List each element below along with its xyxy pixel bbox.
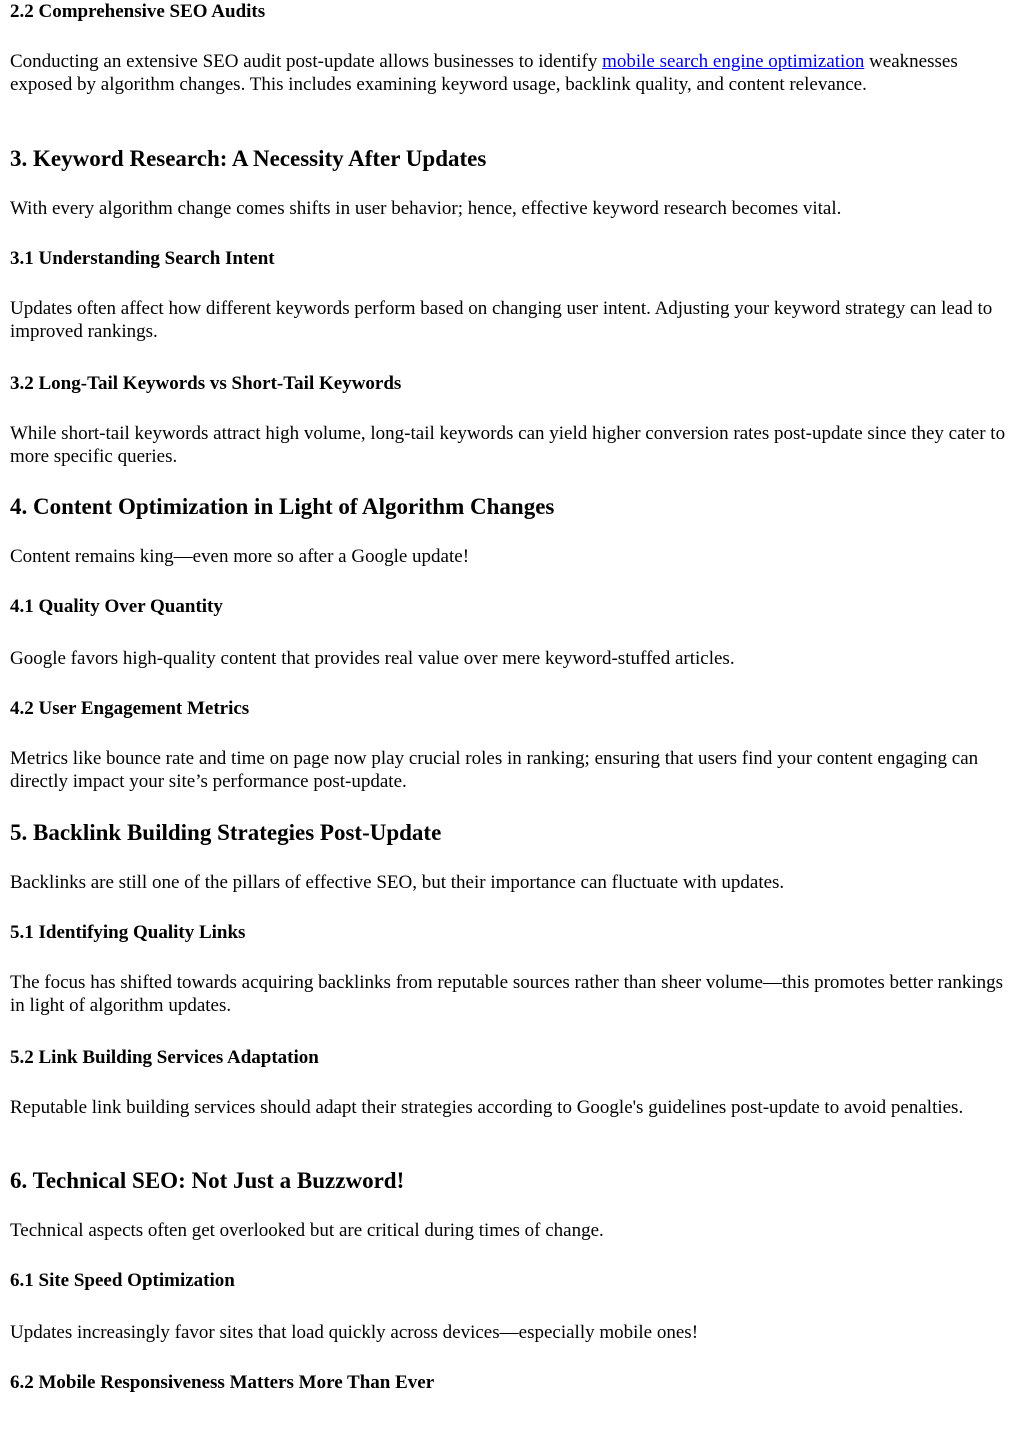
paragraph-5-2: Reputable link building services should adapt their strategies according to Google's guidelines post-update to avoid penalties. [10, 1097, 964, 1118]
paragraph-4-1: Google favors high-quality content that provides real value over mere keyword-stuffed articles. [10, 648, 735, 669]
heading-5-1-quality-links: 5.1 Identifying Quality Links [10, 922, 246, 943]
heading-6-1-site-speed: 6.1 Site Speed Optimization [10, 1270, 235, 1291]
heading-4-content-optimization: 4. Content Optimization in Light of Algorithm Changes [10, 494, 555, 519]
heading-4-1-quality-over-quantity: 4.1 Quality Over Quantity [10, 596, 223, 617]
heading-4-2-user-engagement: 4.2 User Engagement Metrics [10, 698, 250, 719]
paragraph-2-2 [10, 50, 1016, 96]
paragraph-2-2-text-after: weaknesses exposed by algorithm changes. This includes examining keyword usage, backlink quality, and content relevance. [10, 51, 958, 95]
paragraph-4: Content remains king—even more so after a Google update! [10, 546, 470, 567]
heading-5-2-link-building-services: 5.2 Link Building Services Adaptation [10, 1047, 319, 1068]
paragraph-6-1: Updates increasingly favor sites that load quickly across devices—especially mobile ones! [10, 1322, 699, 1343]
paragraph-6: Technical aspects often get overlooked but are critical during times of change. [10, 1220, 604, 1241]
paragraph-4-2: Metrics like bounce rate and time on page now play crucial roles in ranking; ensuring that users find your content engaging can directly impact your site’s performance post-update. [10, 748, 979, 792]
paragraph-5-1: The focus has shifted towards acquiring backlinks from reputable sources rather than sheer volume—this promotes better rankings in light of algorithm updates. [10, 972, 1003, 1016]
paragraph-2-2-text-before: Conducting an extensive SEO audit post-update allows businesses to identify [10, 51, 603, 72]
heading-2-2-comprehensive-seo-audits: 2.2 Comprehensive SEO Audits [10, 1, 266, 22]
heading-3-2-long-tail-keywords: 3.2 Long-Tail Keywords vs Short-Tail Keywords [10, 373, 402, 394]
paragraph-3-2: While short-tail keywords attract high volume, long-tail keywords can yield higher conversion rates post-update since they cater to more specific queries. [10, 423, 1006, 467]
heading-5-backlink-building: 5. Backlink Building Strategies Post-Update [10, 820, 442, 845]
paragraph-5: Backlinks are still one of the pillars of effective SEO, but their importance can fluctuate with updates. [10, 872, 785, 893]
heading-3-1-search-intent: 3.1 Understanding Search Intent [10, 248, 275, 269]
heading-6-technical-seo: 6. Technical SEO: Not Just a Buzzword! [10, 1168, 405, 1193]
paragraph-3: With every algorithm change comes shifts in user behavior; hence, effective keyword research becomes vital. [10, 198, 842, 219]
mobile-seo-link[interactable]: mobile search engine optimization [602, 51, 865, 72]
heading-6-2-mobile-responsiveness: 6.2 Mobile Responsiveness Matters More Than Ever [10, 1372, 435, 1393]
heading-3-keyword-research: 3. Keyword Research: A Necessity After Updates [10, 146, 487, 171]
paragraph-3-1: Updates often affect how different keywords perform based on changing user intent. Adjusting your keyword strategy can lead to improved rankings. [10, 298, 993, 342]
